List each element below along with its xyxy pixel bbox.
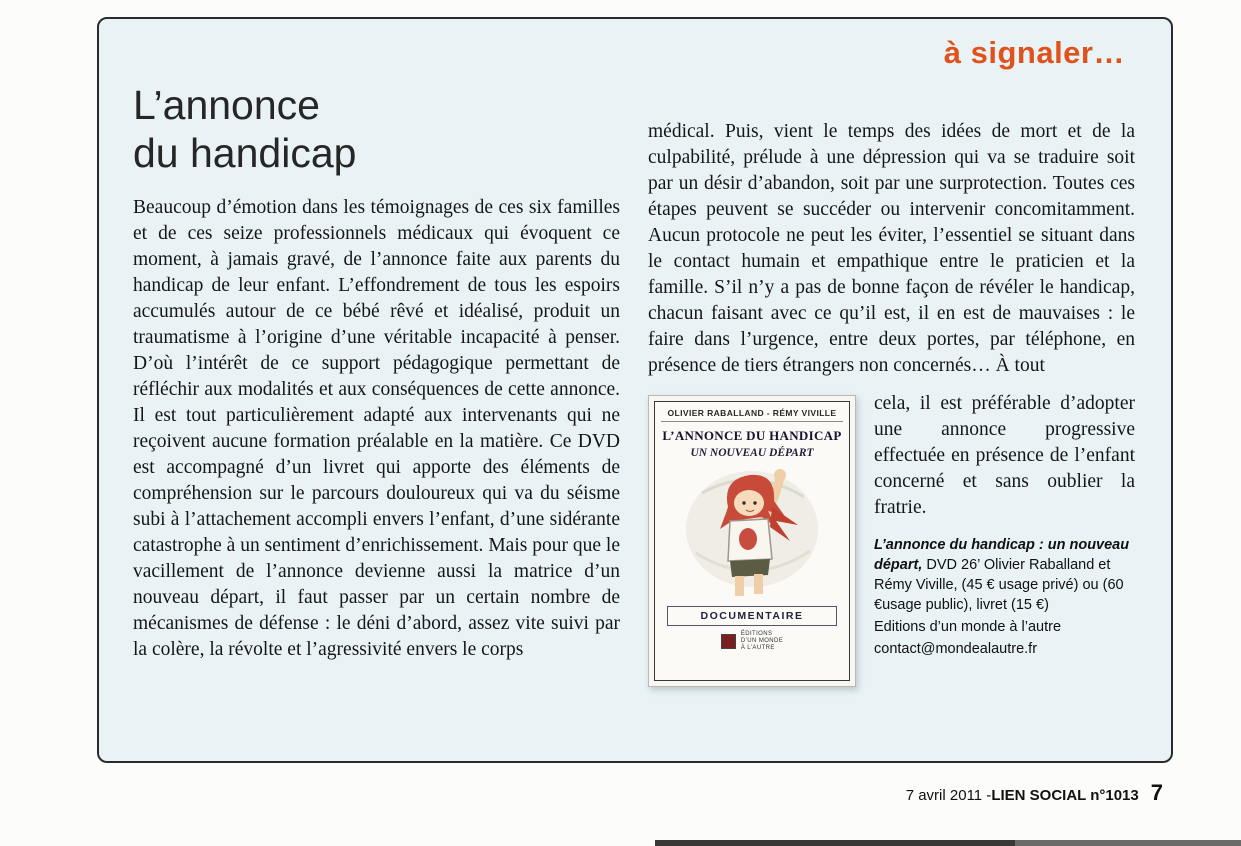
article-title-line2: du handicap — [133, 130, 357, 176]
dvd-publisher — [721, 631, 783, 652]
media-block — [648, 391, 1135, 691]
publisher-line2: D’UN MONDE — [740, 638, 784, 644]
magazine-page — [97, 17, 1173, 763]
footer-magazine: LIEN SOCIAL n°1013 — [991, 787, 1139, 804]
caption-email: contact@mondealautre.fr — [874, 641, 1038, 657]
publisher-logo-icon — [721, 634, 736, 649]
publisher-line3: À L’AUTRE — [740, 645, 775, 651]
dvd-subtitle: UN NOUVEAU DÉPART — [690, 447, 814, 459]
body-text-wrap: cela, il est préférable d’adopter une annonce progressive effectuée en présence de l’enfant concerné et sans oublier la fratrie. — [874, 393, 1135, 518]
section-label: à signaler… — [943, 35, 1125, 70]
caption-lead: L’annonce du handicap : un nouveau départ, — [874, 537, 1130, 573]
footer-page-number: 7 — [1150, 780, 1163, 805]
scan-edge-artifact-dark — [655, 840, 1015, 846]
footer-date: 7 avril 2011 - — [905, 787, 992, 804]
publisher-line1: ÉDITIONS — [740, 631, 773, 637]
body-text-right-top: médical. Puis, vient le temps des idées de mort et de la culpabilité, prélude à une dépression qui va se traduire soit par un désir d’abandon, soit par une surprotection. Toutes ces étapes peuvent se succéder ou intervenir concomitamment. Aucun protocole ne peut les éviter, l’essentiel se situant dans le contact humain et empathique entre le praticien et la famille. S’il n’y a pas de bonne façon de révéler le handicap, chacun faisant avec ce qu’il est, il en est de mauvaises : le faire dans l’urgence, entre deux portes, par téléphone, en présence de tiers étrangers non concernés… À tout — [648, 121, 1135, 376]
article-title — [133, 81, 620, 177]
caption-publisher: Editions d’un monde à l’autre — [874, 619, 1062, 635]
manga-girl-illustration — [672, 463, 832, 601]
dvd-genre-label: DOCUMENTAIRE — [667, 606, 836, 626]
left-column — [133, 19, 620, 691]
dvd-authors: OLIVIER RABALLAND - RÉMY VIVILLE — [661, 408, 843, 422]
page-footer — [906, 780, 1163, 806]
body-text-left: Beaucoup d’émotion dans les témoignages de ces six familles et de ces seize professionnels médicaux qui évoquent ce moment, à jamais gravé, de l’annonce faite aux parents du handicap de leur enfant. L’effondrement de tous les espoirs accumulés autour de ce bébé rêvé et idéalisé, produit un traumatisme à l’origine d’une véritable incapacité à penser. D’où l’intérêt de ce support pédagogique permettant de réfléchir aux modalités et aux conséquences de cette annonce. Il est tout particulièrement adapté aux intervenants qui ne reçoivent aucune formation préalable en la matière. Ce DVD est accompagné d’un livret qui apporte des éléments de compréhension sur le parcours douloureux qui va du séisme subi à l’attachement accompli envers l’enfant, d’une sidérante catastrophe à un sentiment d’enrichissement. Mais pour que le vacillement de l’annonce devienne aussi la matrice d’un nouveau départ, il faut passer par un certain nombre de mécanismes de défense : le déni d’abord, assez vite suivi par la colère, la révolte et l’agressivité envers le corps — [133, 197, 620, 660]
article-title-line1: L’annonce — [133, 82, 320, 128]
caption-body: DVD 26’ Olivier Raballand et Rémy Viville, (45 € usage privé) ou (60 €usage public), livret (15 €) — [874, 557, 1124, 613]
dvd-cover — [648, 395, 856, 687]
article-columns — [133, 19, 1135, 691]
publisher-text — [741, 631, 783, 652]
right-column — [648, 19, 1135, 691]
dvd-title: L’ANNONCE DU HANDICAP — [662, 428, 842, 443]
dvd-cover-inner — [654, 401, 850, 681]
